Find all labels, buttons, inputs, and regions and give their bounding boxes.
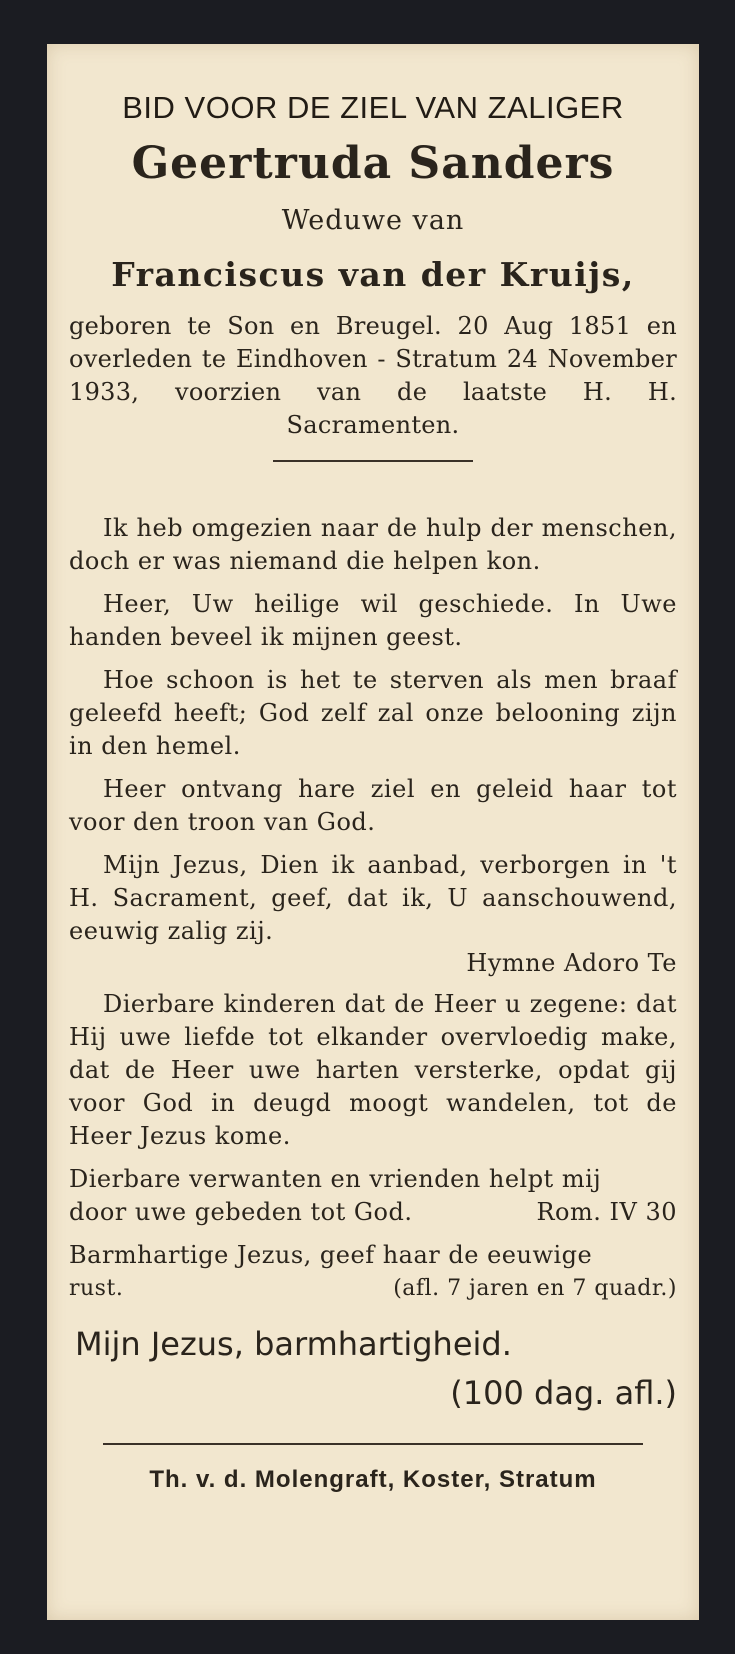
memorial-card: [47, 44, 699, 1620]
scripture-reference: Rom. IV 30: [536, 1198, 677, 1226]
relatives-text-2: door uwe gebeden tot God.: [69, 1198, 413, 1226]
hymn-attribution: Hymne Adoro Te: [466, 949, 677, 977]
relatives-block: [69, 1163, 677, 1229]
prayer-paragraph-4: Heer ontvang hare ziel en geleid haar tot voor den troon van God.: [69, 775, 677, 836]
bottom-divider: [103, 1443, 643, 1445]
closing-prayer: Mijn Jezus, barmhartigheid.: [75, 1325, 512, 1363]
rest-text-2: rust.: [69, 1276, 124, 1301]
deceased-name: Geertruda Sanders: [131, 138, 615, 189]
rest-indulgence: (afl. 7 jaren en 7 quadr.): [393, 1276, 677, 1301]
widow-of-label: Weduwe van: [281, 205, 465, 236]
prayer-paragraph-1: Ik heb omgezien naar de hulp der menschen, doch er was niemand die helpen kon.: [69, 514, 677, 575]
prayer-paragraph-2: Heer, Uw heilige wil geschiede. In Uwe handen beveel ik mijnen geest.: [69, 590, 677, 651]
relatives-line-1: [69, 1163, 677, 1196]
prayer-paragraph-5: Mijn Jezus, Dien ik aanbad, verborgen in 't H. Sacrament, geef, dat ik, U aanschouwend, eeuwig zalig zij.: [69, 851, 677, 945]
top-divider: [273, 460, 473, 462]
relatives-text-1: Dierbare verwanten en vrienden helpt mij: [69, 1165, 602, 1193]
husband-name: Franciscus van der Kruijs,: [111, 255, 635, 294]
rest-line-1: [69, 1239, 677, 1272]
rest-line-2: [69, 1272, 677, 1305]
prayer-paragraph-3: Hoe schoon is het te sterven als men braaf geleefd heeft; God zelf zal onze belooning zijn in den hemel.: [69, 666, 677, 760]
rest-text-1: Barmhartige Jezus, geef haar de eeuwige: [69, 1241, 593, 1269]
closing-indulgence: (100 dag. afl.): [450, 1374, 677, 1412]
prayer-heading: BID VOOR DE ZIEL VAN ZALIGER: [122, 90, 624, 125]
birth-death-text: geboren te Son en Breugel. 20 Aug 1851 en overleden te Eindhoven - Stratum 24 November 1933, voorzien van de laatste H. H. Sacramenten.: [69, 312, 677, 439]
relatives-line-2: [69, 1196, 677, 1229]
children-paragraph: Dierbare kinderen dat de Heer u zegene: dat Hij uwe liefde tot elkander overvloedig make, dat de Heer uwe harten versterke, opdat gij voor God in deugd moogt wandelen, tot de Heer Jezus kome.: [69, 990, 677, 1150]
rest-block: [69, 1239, 677, 1305]
printer-credit: Th. v. d. Molengraft, Koster, Stratum: [149, 1466, 597, 1493]
